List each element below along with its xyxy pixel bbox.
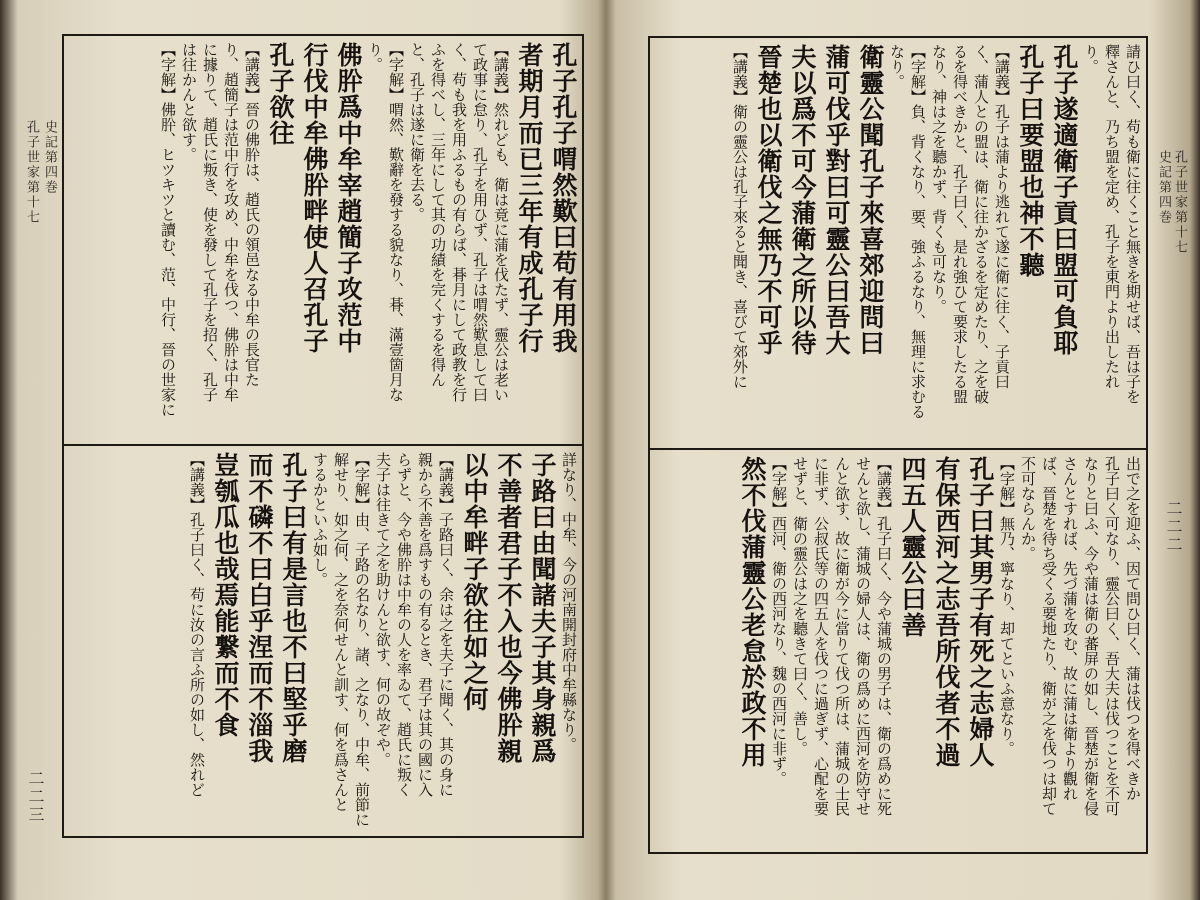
- commentary-column: 【字解】喟然、歎辭を發する貌なり、朞、滿壹箇月な: [387, 42, 405, 402]
- upper-text-block: [70, 42, 576, 438]
- page-number: 二二三: [26, 770, 45, 824]
- commentary-column: 親から不善を爲すもの有るとき、君子は其の國に入: [416, 452, 434, 797]
- text-frame: [648, 36, 1148, 854]
- commentary-column: 夫子は往きて之を助けんと欲す、何の故ぞや。: [374, 452, 392, 767]
- commentary-column: 釋さんと、乃ち盟を定め、孔子を東門より出したれ: [1103, 44, 1121, 389]
- classical-text-column: 而不磷不曰白乎涅而不淄我: [245, 452, 274, 764]
- commentary-column: に據りて、趙氏に叛き、使を發して孔子を招く、孔子: [201, 42, 219, 402]
- commentary-column: り。: [366, 42, 384, 72]
- commentary-column: ば、晉楚を待ち受くる要地たり、衛が之を伐つは却て: [1040, 456, 1058, 816]
- commentary-column: に非ず、公叔氏等の四五人を伐つに過ぎず、心配を要: [812, 456, 830, 816]
- classical-text-column: 孔子曰其男子有死之志婦人: [966, 456, 995, 768]
- classical-text-column: 佛肸爲中牟宰趙簡子攻范中: [334, 42, 363, 354]
- right-page: [606, 0, 1200, 900]
- classical-text-column: 不善者君子不入也今佛肸親: [494, 452, 523, 764]
- classical-text-column: 衛靈公聞孔子來喜郊迎問曰: [856, 44, 885, 356]
- classical-text-column: 晉楚也以衛伐之無乃不可乎: [754, 44, 783, 356]
- commentary-column: 【講義】子路曰く、余は之を夫子に聞く、其の身に: [437, 452, 455, 797]
- commentary-column: 請ひ曰く、苟も衛に往くこと無きを期せば、吾は子を: [1124, 44, 1142, 404]
- frame-divider: [650, 448, 1146, 450]
- commentary-column: 【講義】衛の靈公は孔子來ると聞き、喜びて郊外に: [731, 44, 749, 389]
- classical-text-column: 有保西河之志吾所伐者不過: [932, 456, 961, 768]
- commentary-column: 解せり、如之何、之を奈何せんと訓す、何を爲さんと: [332, 452, 350, 812]
- commentary-column: 出で之を迎ふ、因て問ひ曰く、蒲は伐つを得べきか: [1124, 456, 1142, 801]
- commentary-column: 【講義】然れども、衛は竟に蒲を伐たず、靈公は老い: [492, 42, 510, 402]
- commentary-column: は往かんと欲す。: [180, 42, 198, 162]
- running-title: 史記第四巻: [42, 120, 57, 195]
- commentary-column: さんとすれば、先づ蒲を攻む、故に蒲は衛より觀れ: [1061, 456, 1079, 801]
- commentary-column: 【字解】西河、衛の西河なり、魏の西河に非ず。: [770, 456, 788, 786]
- commentary-column: せんと欲し、蒲城の婦人は、衛の爲めに西河を防守せ: [854, 456, 872, 816]
- commentary-column: り、趙簡子は范中行を攻め、中牟を伐つ、佛肸は中牟: [222, 42, 240, 402]
- commentary-column: 【講義】晉の佛肸は、趙氏の領邑なる中牟の長官た: [243, 42, 261, 387]
- chapter-title: 孔子世家第十七: [24, 120, 39, 225]
- running-title: 史記第四巻: [1156, 150, 1171, 225]
- classical-text-column: 豈瓠瓜也哉焉能繋而不食: [211, 452, 240, 738]
- commentary-column: んと欲す、故に衛が今に當りて伐つ所は、蒲城の士民: [833, 456, 851, 816]
- commentary-column: 【講義】孔子は蒲より逃れて遂に衛に往く、子貢曰: [993, 44, 1011, 389]
- commentary-column: く、苟も我を用ふるもの有らば、朞月にして政教を行: [450, 42, 468, 402]
- commentary-column: 孔子曰く可なり、靈公曰く、吾大夫は伐つことを不可: [1103, 456, 1121, 816]
- classical-text-column: 以中牟畔子欲往如之何: [460, 452, 489, 712]
- classical-text-column: 子路曰由聞諸夫子其身親爲: [528, 452, 557, 764]
- classical-text-column: 孔子遂適衛子貢曰盟可負耶: [1050, 44, 1079, 356]
- classical-text-column: 孔子孔子喟然歎曰苟有用我: [549, 42, 578, 354]
- commentary-column: 【字解】由、子路の名なり、諸、之なり、中牟、前節に: [353, 452, 371, 827]
- upper-text-block: [656, 44, 1140, 442]
- commentary-column: するかといふ如し。: [311, 452, 329, 587]
- commentary-column: 【字解】無乃、寧なり、却てといふ意なり。: [998, 456, 1016, 756]
- classical-text-column: 孔子曰有是言也不曰堅乎磨: [279, 452, 308, 764]
- classical-text-column: 者期月而已三年有成孔子行: [515, 42, 544, 354]
- commentary-column: せずと、衛の靈公は之を聽きて曰く、善し。: [791, 456, 809, 756]
- commentary-column: なりと曰ふ、今や蒲は衛の蕃屏の如し、晉楚が衛を侵: [1082, 456, 1100, 816]
- classical-text-column: 蒲可伐乎對曰可靈公曰吾大: [822, 44, 851, 356]
- commentary-column: て政事に怠り、孔子を用ひず、孔子は喟然歎息して曰: [471, 42, 489, 402]
- commentary-column: 詳なり、中牟、今の河南開封府中牟縣なり。: [560, 452, 578, 752]
- commentary-column: 不可ならんか。: [1019, 456, 1037, 561]
- commentary-column: るを得べきかと、孔子曰く、是れ強ひて要求したる盟: [951, 44, 969, 404]
- frame-divider: [64, 444, 582, 446]
- classical-text-column: 然不伐蒲靈公老怠於政不用: [738, 456, 767, 768]
- commentary-column: なり、神は之を聽かず、背くも可なり。: [930, 44, 948, 314]
- commentary-column: 【講義】孔子曰く、苟に汝の言ふ所の如し、然れど: [188, 452, 206, 797]
- commentary-column: 【字解】負、背くなり、要、強ふるなり、無理に求むる: [909, 44, 927, 419]
- commentary-column: らずと、今や佛肸は中牟の人を率ゐて、趙氏に叛く: [395, 452, 413, 797]
- classical-text-column: 夫以爲不可今蒲衛之所以待: [788, 44, 817, 356]
- lower-text-block: [70, 452, 576, 830]
- commentary-column: り。: [1082, 44, 1100, 74]
- page-number: 二二二: [1164, 500, 1183, 554]
- chapter-title: 孔子世家第十七: [1172, 150, 1187, 255]
- classical-text-column: 行伐中牟佛肸畔使人召孔子: [300, 42, 329, 354]
- classical-text-column: 孔子欲往: [266, 42, 295, 146]
- lower-text-block: [656, 456, 1140, 846]
- commentary-column: なり。: [888, 44, 906, 89]
- classical-text-column: 孔子曰要盟也神不聽: [1016, 44, 1045, 278]
- commentary-column: 【講義】孔子曰く、今や蒲城の男子は、衛の爲めに死: [875, 456, 893, 816]
- classical-text-column: 四五人靈公曰善: [898, 456, 927, 638]
- commentary-column: 【字解】佛肸、ヒツキツと讀む、范、中行、晉の世家に: [159, 42, 177, 417]
- commentary-column: と、孔子は遂に衛を去る。: [408, 42, 426, 222]
- text-frame: [62, 34, 584, 838]
- commentary-column: く、蒲人との盟は、衛に往かざるを定めたり、之を破: [972, 44, 990, 404]
- commentary-column: ふを得べし、三年にして其の功績を完くするを得ん: [429, 42, 447, 387]
